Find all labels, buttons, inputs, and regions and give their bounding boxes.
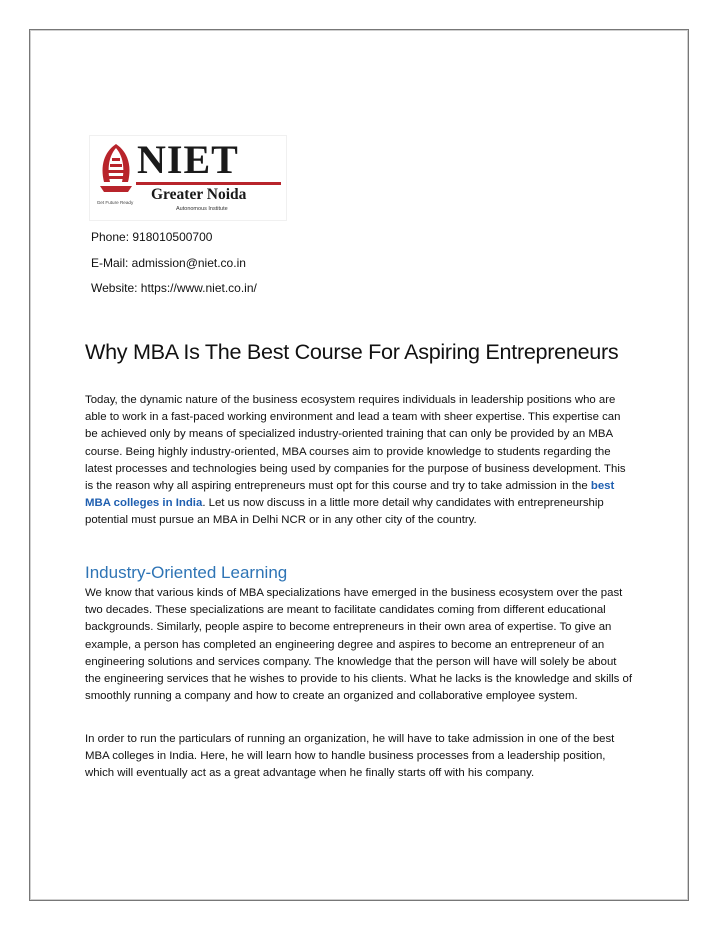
section-paragraph-2: In order to run the particulars of running an organization, he will have to take admission in one of the best MBA colleges in India. Here, he will learn how to handle business processes from a leadership position, which will eventually act as a great advantage when he finally starts off with his company.	[85, 733, 615, 780]
logo-city: Greater Noida	[151, 186, 247, 203]
best-mba-colleges-link[interactable]: best MBA colleges in India	[85, 480, 615, 510]
section-heading: Industry-Oriented Learning	[85, 563, 288, 582]
contact-email: E-Mail: admission@niet.co.in	[91, 256, 246, 270]
niet-emblem-icon	[96, 142, 136, 198]
intro-text-end: . Let us now discuss in a little more detail why candidates with entrepreneurship potential must pursue an MBA in Delhi NCR or in any other city of the country.	[85, 497, 604, 527]
logo-wordmark: NIET	[137, 137, 239, 182]
section-paragraph-1: We know that various kinds of MBA specializations have emerged in the business ecosystem over the past two decades. These specializations are meant to facilitate candidates coming from different educational backgrounds. Similarly, people aspire to become entrepreneurs in their own area of expertise. To give an example, a person has completed an engineering degree and aspires to become an entrepreneur of an engineering solutions and services company. The knowledge that the person will have will solely be about the engineering services that he wishes to provide to his clients. What he lacks is the knowledge and skills of smoothly running a company and how to create an organized and collaborative employee system.	[85, 587, 633, 703]
intro-text-start: Today, the dynamic nature of the business ecosystem requires individuals in leadership positions who are able to work in a fast-paced working environment and lead a team with sheer expertise. This expertise can be achieved only by means of specialized industry-oriented training that can only be provided by an MBA course. Being highly industry-oriented, MBA courses aim to provide knowledge to students regarding the latest processes and technologies being used by companies for the purpose of business development. This is the reason why all aspiring entrepreneurs must opt for this course and try to take admission in the	[85, 394, 626, 493]
logo-tagline: Get Future Ready	[96, 200, 134, 205]
logo-subtitle: Autonomous Institute	[176, 206, 228, 212]
contact-website: Website: https://www.niet.co.in/	[91, 281, 257, 295]
niet-logo	[90, 136, 286, 220]
contact-phone: Phone: 918010500700	[91, 230, 213, 244]
article-title: Why MBA Is The Best Course For Aspiring Entrepreneurs	[85, 339, 619, 364]
intro-paragraph	[85, 392, 635, 530]
